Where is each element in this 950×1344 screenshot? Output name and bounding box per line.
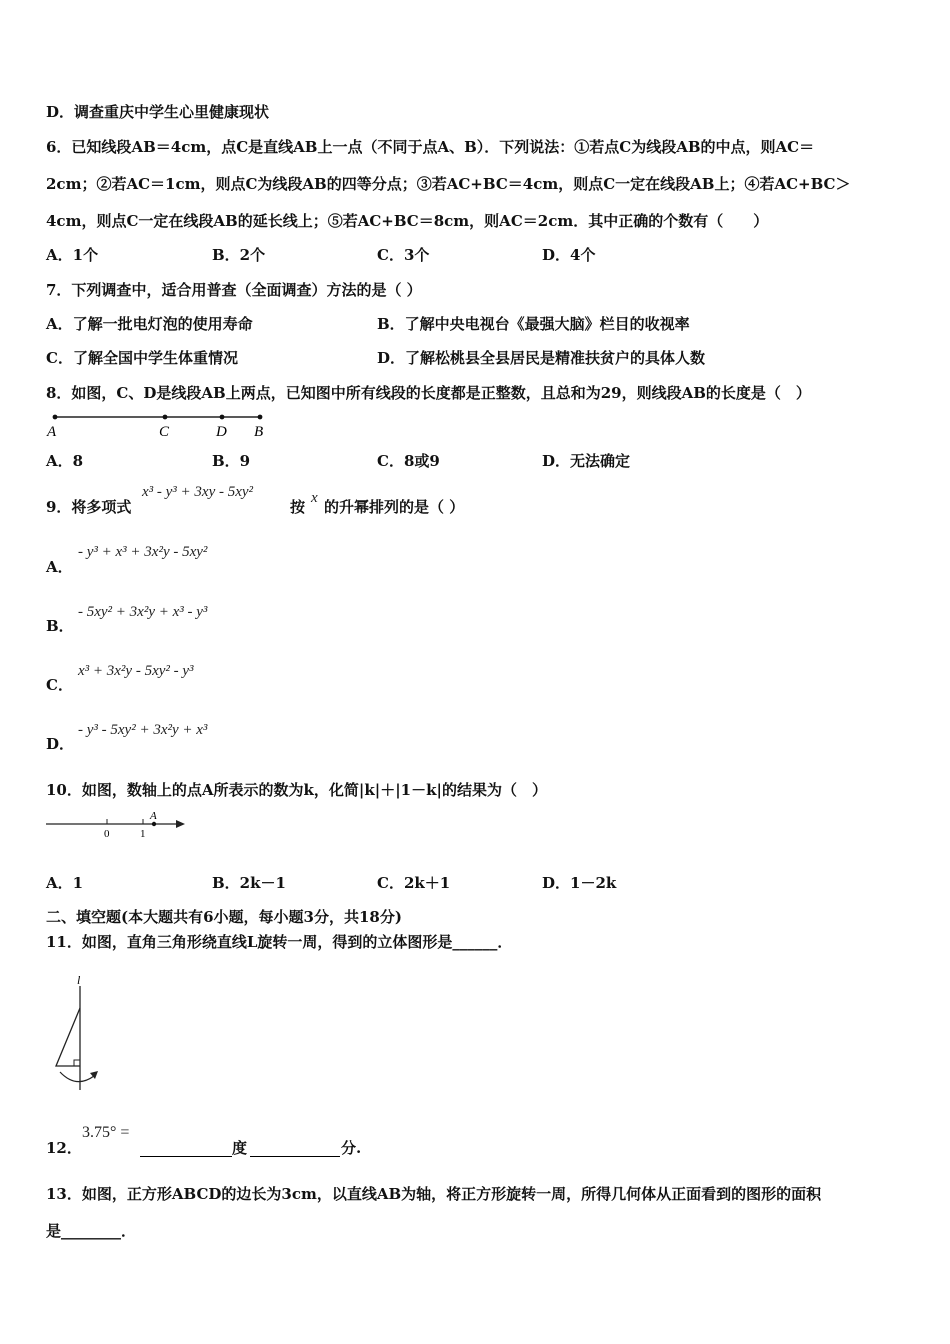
q6-option-d: D．4个: [542, 246, 596, 264]
q9-stem-prefix: 9．将多项式: [46, 498, 132, 516]
q6-stem-line2: 2cm；②若AC＝1cm，则点C为线段AB的四等分点；③若AC+BC＝4cm，则点C一定在线段AB上；④若AC+BC＞: [46, 175, 851, 193]
q7-option-a: A．了解一批电灯泡的使用寿命: [46, 315, 253, 333]
q10-option-d: D．1－2k: [542, 874, 617, 892]
right-angle-mark: [74, 1060, 80, 1066]
q9-stem-suffix: 的升幂排列的是（ ）: [324, 498, 465, 516]
q10-option-a: A．1: [46, 874, 84, 892]
q12-minute-blank[interactable]: [250, 1138, 340, 1157]
q12-number: 12．: [46, 1139, 82, 1157]
q13-stem-line2: 是________．: [46, 1222, 137, 1240]
q6-option-a: A．1个: [46, 246, 99, 264]
right-triangle: [56, 1008, 80, 1066]
point-d-dot: [220, 415, 225, 420]
axis-arrow-icon: [176, 820, 185, 828]
q10-stem: 10．如图，数轴上的点A所表示的数为k，化简|k|＋|1－k|的结果为（ ）: [46, 781, 547, 799]
point-c-label: C: [159, 424, 170, 440]
q9-option-c-letter: C．: [46, 676, 73, 694]
q7-option-c: C．了解全国中学生体重情况: [46, 349, 238, 367]
point-b-dot: [258, 415, 263, 420]
q10-option-b: B．2k－1: [212, 874, 286, 892]
q12-expression: 3.75° =: [82, 1124, 130, 1141]
q8-option-d: D．无法确定: [542, 452, 631, 470]
point-a-label: A: [47, 424, 57, 440]
q7-stem: 7．下列调查中，适合用普查（全面调查）方法的是（ ）: [46, 281, 422, 299]
point-c-dot: [163, 415, 168, 420]
line-l-label: l: [77, 973, 81, 987]
q8-stem: 8．如图，C、D是线段AB上两点，已知图中所有线段的长度都是正整数，且总和为29，则线段AB的长度是（ ）: [46, 384, 811, 402]
tick-label-1: 1: [140, 828, 146, 840]
q11-stem: 11．如图，直角三角形绕直线L旋转一周，得到的立体图形是______．: [46, 933, 513, 951]
q8-option-c: C．8或9: [377, 452, 440, 470]
point-b-label: B: [254, 424, 264, 440]
q9-option-b-letter: B．: [46, 617, 74, 635]
q9-option-d-letter: D．: [46, 735, 75, 753]
section2-heading: 二、填空题(本大题共有6小题，每小题3分，共18分): [46, 908, 402, 926]
point-a-label: A: [150, 810, 157, 822]
q9-option-b-expr: - 5xy² + 3x²y + x³ - y³: [78, 604, 208, 620]
q10-option-c: C．2k＋1: [377, 874, 451, 892]
q6-option-b: B．2个: [212, 246, 266, 264]
q12-unit-degree: 度: [232, 1139, 248, 1157]
point-a-dot: [152, 822, 156, 826]
q11-rotation-figure: [46, 972, 106, 1094]
q9-polynomial: x³ - y³ + 3xy - 5xy²: [142, 484, 254, 500]
q12-degree-blank[interactable]: [140, 1138, 232, 1157]
q8-option-a: A．8: [46, 452, 84, 470]
q9-option-d-expr: - y³ - 5xy² + 3x²y + x³: [78, 722, 208, 738]
point-a-dot: [53, 415, 58, 420]
rotation-arc: [60, 1072, 94, 1082]
q8-option-b: B．9: [212, 452, 251, 470]
q10-number-line: [44, 808, 189, 840]
q7-option-b: B．了解中央电视台《最强大脑》栏目的收视率: [377, 315, 690, 333]
q6-option-c: C．3个: [377, 246, 430, 264]
q12-unit-minute: 分.: [341, 1139, 362, 1157]
tick-label-0: 0: [104, 828, 110, 840]
q7-option-d: D．了解松桃县全县居民是精准扶贫户的具体人数: [377, 349, 706, 367]
q9-option-a-expr: - y³ + x³ + 3x²y - 5xy²: [78, 544, 208, 560]
q9-variable: x: [311, 490, 318, 506]
point-d-label: D: [216, 424, 227, 440]
q6-stem-line1: 6．已知线段AB＝4cm，点C是直线AB上一点（不同于点A、B）．下列说法：①若点C为线段AB的中点，则AC＝: [46, 138, 815, 156]
q6-stem-line3: 4cm，则点C一定在线段AB的延长线上；⑤若AC+BC＝8cm，则AC＝2cm．其中正确的个数有（ ）: [46, 212, 769, 230]
q13-stem-line1: 13．如图，正方形ABCD的边长为3cm，以直线AB为轴，将正方形旋转一周，所得几何体从正面看到的图形的面积: [46, 1185, 822, 1203]
q5-option-d: D．调查重庆中学生心里健康现状: [46, 103, 270, 121]
q9-stem-mid: 按: [290, 498, 306, 516]
q8-segment-figure: [44, 408, 274, 440]
q9-option-c-expr: x³ + 3x²y - 5xy² - y³: [78, 663, 194, 679]
q9-option-a-letter: A．: [46, 558, 73, 576]
